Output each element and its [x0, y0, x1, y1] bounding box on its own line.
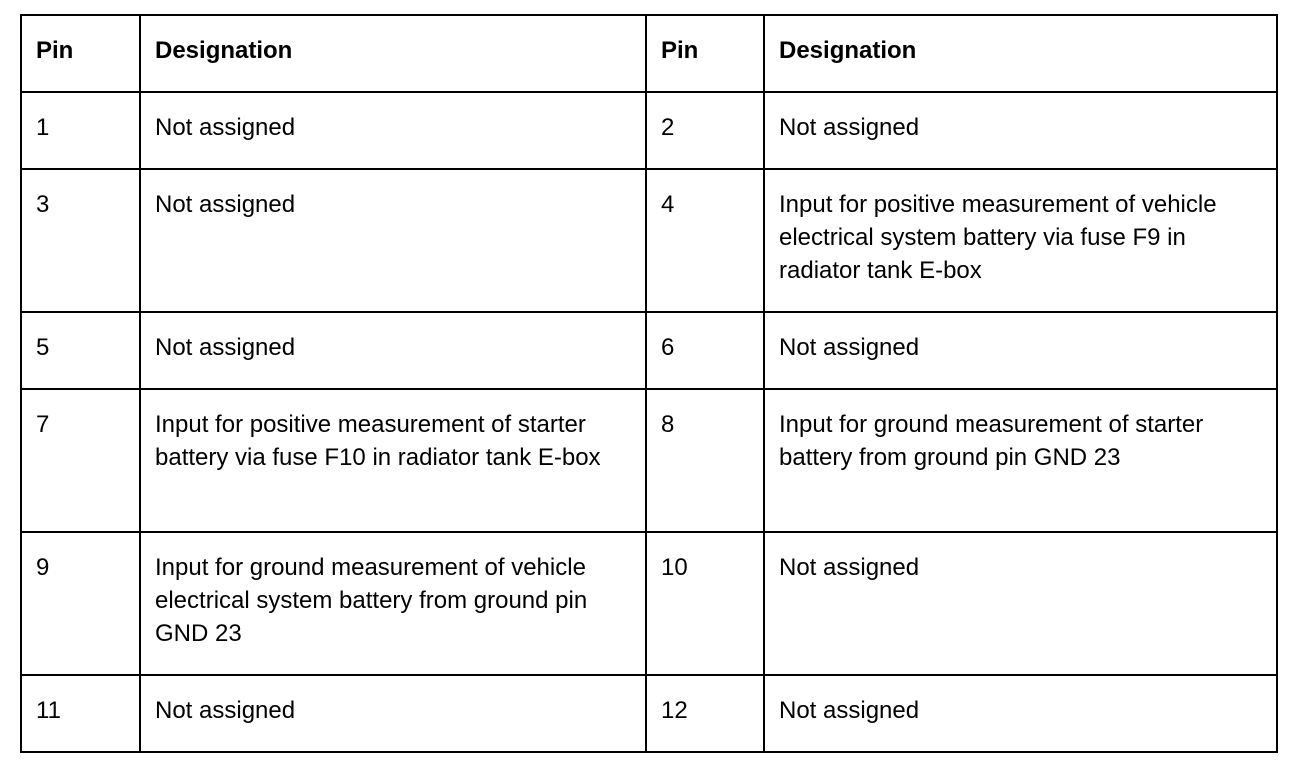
pin-number-cell: 5: [21, 312, 140, 389]
header-designation-right: Designation: [764, 15, 1277, 92]
pin-number-cell: 2: [646, 92, 764, 169]
pin-number-cell: 4: [646, 169, 764, 312]
designation-cell: Input for ground measurement of starter battery from ground pin GND 23: [764, 389, 1277, 532]
table-row: [21, 389, 1277, 532]
pin-number-cell: 12: [646, 675, 764, 752]
designation-cell: Input for ground measurement of vehicle electrical system battery from ground pin GND 23: [140, 532, 646, 675]
table-row: [21, 532, 1277, 675]
pin-number-cell: 1: [21, 92, 140, 169]
table-row: [21, 312, 1277, 389]
header-designation-left: Designation: [140, 15, 646, 92]
pin-number-cell: 8: [646, 389, 764, 532]
pin-number-cell: 10: [646, 532, 764, 675]
designation-cell: Input for positive measurement of vehicle electrical system battery via fuse F9 in radiator tank E-box: [764, 169, 1277, 312]
header-pin-right: Pin: [646, 15, 764, 92]
header-pin-left: Pin: [21, 15, 140, 92]
table-row: [21, 675, 1277, 752]
designation-cell: Not assigned: [140, 169, 646, 312]
pin-number-cell: 9: [21, 532, 140, 675]
designation-cell: Not assigned: [140, 675, 646, 752]
designation-cell: Not assigned: [140, 312, 646, 389]
table-row: [21, 92, 1277, 169]
pin-number-cell: 11: [21, 675, 140, 752]
designation-cell: Not assigned: [764, 675, 1277, 752]
designation-cell: Not assigned: [764, 312, 1277, 389]
table-header-row: [21, 15, 1277, 92]
pin-number-cell: 6: [646, 312, 764, 389]
pin-number-cell: 3: [21, 169, 140, 312]
designation-cell: Not assigned: [764, 532, 1277, 675]
table-row: [21, 169, 1277, 312]
designation-cell: Not assigned: [764, 92, 1277, 169]
designation-cell: Input for positive measurement of starter battery via fuse F10 in radiator tank E-box: [140, 389, 646, 532]
designation-cell: Not assigned: [140, 92, 646, 169]
pin-number-cell: 7: [21, 389, 140, 532]
pin-assignment-table: [20, 14, 1278, 753]
